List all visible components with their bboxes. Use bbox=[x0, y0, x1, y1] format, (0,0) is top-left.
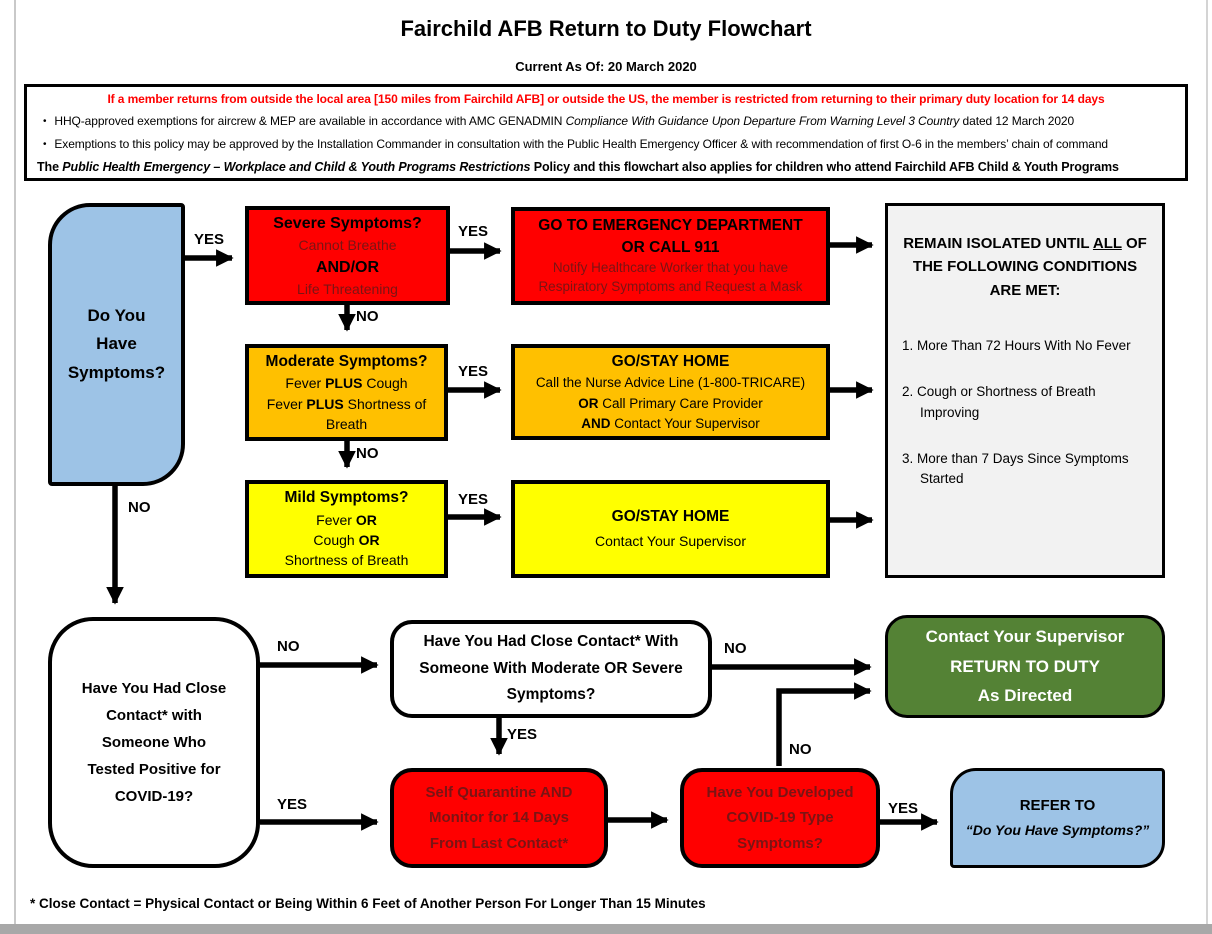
home-moderate-line-3: AND Contact Your Supervisor bbox=[581, 415, 760, 431]
page-edge-left bbox=[14, 0, 16, 924]
moderate-line-1: Fever PLUS Cough bbox=[285, 375, 408, 392]
home-mild-line-1: Contact Your Supervisor bbox=[595, 533, 746, 550]
isolate-title: REMAIN ISOLATED UNTIL ALL OF THE FOLLOWING CONDITIONS ARE MET: bbox=[903, 235, 1147, 299]
exemption-bullet-1 bbox=[37, 114, 1175, 129]
isolate-conditions bbox=[902, 336, 1148, 491]
isolate-condition-1: 1. More Than 72 Hours With No Fever bbox=[902, 337, 1131, 353]
developed-symptoms-box: Have You Developed COVID-19 Type Symptoms? bbox=[680, 768, 880, 868]
exemption-bullet-2 bbox=[37, 137, 1175, 152]
label-positive-no: NO bbox=[277, 638, 300, 655]
label-severe-no: NO bbox=[356, 308, 379, 325]
severe-line-2: Life Threatening bbox=[297, 280, 398, 297]
remain-isolated-box bbox=[885, 203, 1165, 578]
go-stay-home-mild-box bbox=[511, 480, 830, 578]
page-title: Fairchild AFB Return to Duty Flowchart bbox=[400, 16, 812, 41]
advisory-panel bbox=[24, 84, 1188, 181]
close-contact-positive-box: Have You Had Close Contact* with Someone Who Tested Positive for COVID-19? bbox=[48, 617, 260, 868]
home-moderate-line-1: Call the Nurse Advice Line (1-800-TRICARE) bbox=[535, 375, 806, 391]
moderate-symptoms-box bbox=[245, 344, 448, 441]
bullet-icon: • bbox=[43, 139, 47, 150]
isolate-condition-3: 3. More than 7 Days Since Symptoms Started bbox=[902, 450, 1129, 487]
refer-title: REFER TO bbox=[1019, 797, 1096, 815]
exemption-bullet-1-text: HHQ-approved exemptions for aircrew & MEP are available in accordance with AMC GENADMIN Compliance With Guidance Upon Departure From Warning Level 3 Country dated 12 March 2020 bbox=[54, 114, 1075, 128]
page-subtitle: Current As Of: 20 March 2020 bbox=[515, 59, 697, 74]
mild-title: Mild Symptoms? bbox=[284, 489, 409, 507]
label-severe-yes: YES bbox=[458, 223, 489, 240]
moderate-line-2: Fever PLUS Shortness of Breath bbox=[266, 395, 427, 432]
severe-line-1: Cannot Breathe bbox=[298, 237, 397, 254]
emergency-title-2: OR CALL 911 bbox=[621, 239, 720, 257]
label-moderate-yes: YES bbox=[458, 363, 489, 380]
mild-line-2: Cough OR bbox=[313, 532, 380, 549]
moderate-title: Moderate Symptoms? bbox=[265, 352, 428, 370]
exemption-bullet-2-text: Exemptions to this policy may be approved by the Installation Commander in consultation with the Public Health Emergency Officer & with recommendation of first O-6 in the members’ chain of command bbox=[54, 137, 1108, 151]
policy-applies-text: The Public Health Emergency – Workplace and Child & Youth Programs Restrictions Policy and this flowchart also applies for children who attend Fairchild AFB Child & Youth Programs bbox=[37, 160, 1119, 174]
do-you-have-symptoms-box: Do You Have Symptoms? bbox=[48, 203, 185, 486]
label-symptoms-no: NO bbox=[128, 499, 151, 516]
bullet-icon: • bbox=[43, 116, 47, 127]
label-developed-no: NO bbox=[789, 741, 812, 758]
refer-quote: “Do You Have Symptoms?” bbox=[965, 821, 1150, 838]
label-symptoms-yes: YES bbox=[194, 231, 225, 248]
mild-line-3: Shortness of Breath bbox=[284, 552, 409, 569]
severe-title: Severe Symptoms? bbox=[273, 215, 422, 233]
mild-line-1: Fever OR bbox=[316, 511, 377, 528]
refer-to-box bbox=[950, 768, 1165, 868]
label-contact-yes: YES bbox=[507, 726, 538, 743]
go-stay-home-moderate-box bbox=[511, 344, 830, 440]
home-moderate-title: GO/STAY HOME bbox=[611, 353, 730, 370]
return-to-duty-box: Contact Your Supervisor RETURN TO DUTY As Directed bbox=[885, 615, 1165, 718]
emergency-note-2: Respiratory Symptoms and Request a Mask bbox=[538, 278, 803, 294]
emergency-title-1: GO TO EMERGENCY DEPARTMENT bbox=[538, 217, 803, 235]
close-contact-symptoms-box bbox=[390, 620, 712, 718]
emergency-note-1: Notify Healthcare Worker that you have bbox=[552, 259, 789, 275]
travel-restriction-text: If a member returns from outside the local area [150 miles from Fairchild AFB] or outside the US, the member is restricted from returning to their primary duty location for 14 days bbox=[107, 92, 1105, 106]
emergency-department-box bbox=[511, 207, 830, 305]
severe-andor: AND/OR bbox=[315, 258, 380, 276]
label-mild-yes: YES bbox=[458, 491, 489, 508]
label-positive-yes: YES bbox=[277, 796, 308, 813]
label-developed-yes: YES bbox=[888, 800, 919, 817]
page-edge-right bbox=[1206, 0, 1208, 924]
close-contact-symptoms-text: Have You Had Close Contact* With Someone With Moderate OR Severe Symptoms? bbox=[419, 633, 683, 704]
close-contact-footnote: * Close Contact = Physical Contact or Being Within 6 Feet of Another Person For Longer Than 15 Minutes bbox=[30, 896, 706, 911]
home-mild-title: GO/STAY HOME bbox=[611, 508, 730, 526]
label-moderate-no: NO bbox=[356, 445, 379, 462]
home-moderate-line-2: OR Call Primary Care Provider bbox=[578, 395, 763, 411]
page-edge-bottom bbox=[0, 924, 1212, 934]
severe-symptoms-box bbox=[245, 206, 450, 305]
label-contact-no: NO bbox=[724, 640, 747, 657]
self-quarantine-box: Self Quarantine AND Monitor for 14 Days From Last Contact* bbox=[390, 768, 608, 868]
isolate-condition-2: 2. Cough or Shortness of Breath Improving bbox=[902, 383, 1096, 420]
mild-symptoms-box bbox=[245, 480, 448, 578]
